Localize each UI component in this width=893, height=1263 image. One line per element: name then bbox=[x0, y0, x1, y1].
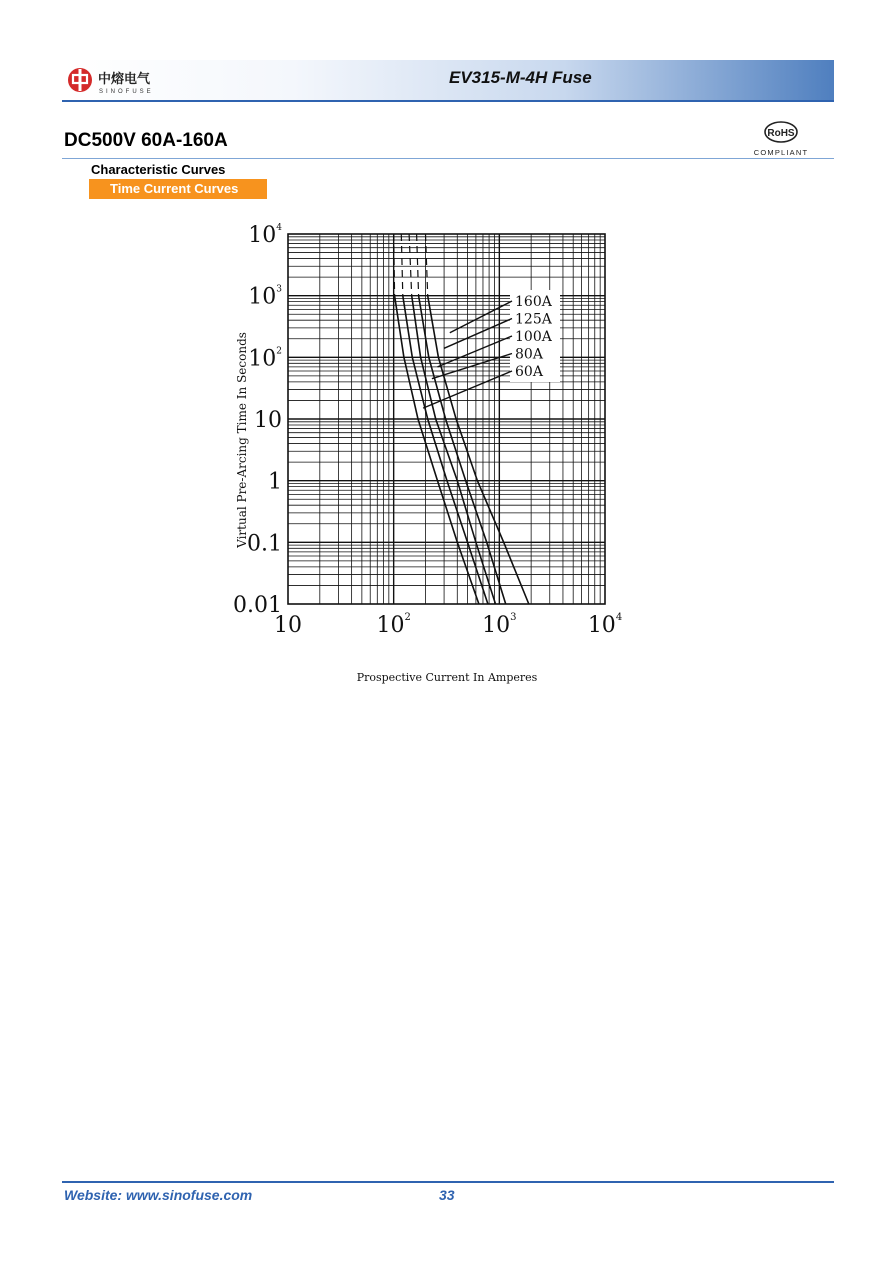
page-number: 33 bbox=[439, 1187, 455, 1203]
x-tick-label: $10^4$ bbox=[587, 612, 623, 638]
rohs-compliant-badge bbox=[752, 120, 810, 158]
footer-website: Website: www.sinofuse.com bbox=[64, 1187, 253, 1203]
company-logo bbox=[66, 63, 176, 97]
y-tick-label: 0.01 bbox=[233, 593, 282, 618]
section-heading: Characteristic Curves bbox=[91, 162, 226, 177]
header-divider bbox=[62, 100, 834, 102]
time-current-chart bbox=[220, 222, 630, 692]
logo-subtext: SINOFUSE bbox=[99, 89, 154, 95]
chart-grid bbox=[288, 234, 605, 604]
rohs-compliant-label: COMPLIANT bbox=[753, 148, 809, 157]
series-60A-label: 60A bbox=[515, 364, 543, 380]
y-tick-label: $10^4$ bbox=[248, 223, 282, 248]
section-divider bbox=[62, 158, 834, 159]
document-title: EV315-M-4H Fuse bbox=[449, 68, 592, 87]
x-tick-label: $10^3$ bbox=[482, 612, 517, 638]
series-160A-label: 160A bbox=[515, 294, 552, 310]
series-80A-label: 80A bbox=[515, 346, 543, 363]
header-band bbox=[62, 60, 834, 100]
x-axis-label: Prospective Current In Amperes bbox=[356, 671, 538, 684]
series-125A-label: 125A bbox=[515, 311, 552, 328]
logo-text: 中熔电气 bbox=[98, 72, 151, 87]
y-axis-label: Virtual Pre-Arcing Time In Seconds bbox=[235, 332, 249, 548]
x-tick-label: $10^2$ bbox=[376, 612, 411, 638]
y-tick-label: 10 bbox=[254, 408, 282, 433]
footer-divider bbox=[62, 1181, 834, 1183]
x-tick-label: 10 bbox=[274, 613, 302, 638]
series-100A-label: 100A bbox=[515, 329, 552, 345]
rohs-label: RoHS bbox=[767, 128, 795, 139]
section-tab-time-current: Time Current Curves bbox=[89, 179, 267, 199]
y-tick-label: $10^3$ bbox=[248, 284, 282, 310]
y-tick-label: $10^2$ bbox=[248, 346, 282, 372]
spec-title: DC500V 60A-160A bbox=[64, 130, 228, 151]
y-tick-label: 1 bbox=[268, 469, 282, 495]
y-tick-label: 0.1 bbox=[247, 531, 282, 557]
